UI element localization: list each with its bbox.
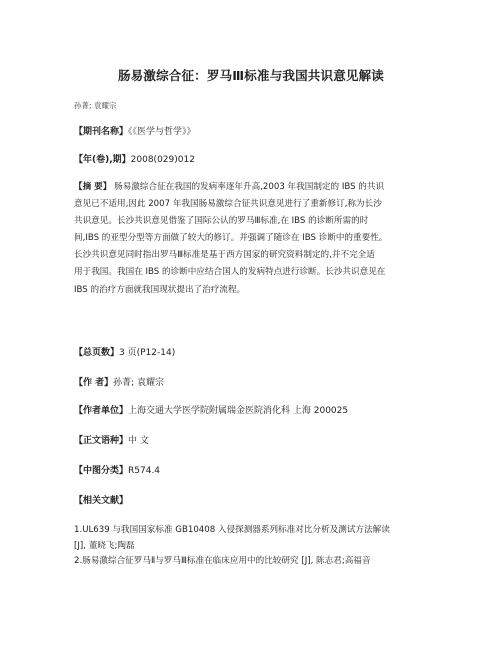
list-item: 2.肠易激综合征罗马Ⅱ与罗马Ⅲ标准在临床应用中的比较研究 [J], 陈志君;高福音 — [74, 556, 371, 567]
list-item: [J], 董晓飞;陶磊 — [74, 540, 135, 551]
author-field — [74, 377, 164, 389]
pages-label: 【总页数】 — [74, 348, 120, 358]
author-line: 孙菁; 袁耀宗 — [74, 101, 117, 110]
classification-field — [74, 465, 160, 477]
affiliation-value: 上海交通大学医学院附属瑞金医院消化科 上海 200025 — [128, 406, 349, 416]
journal-field — [74, 126, 196, 138]
year-issue-field — [74, 154, 195, 166]
abstract-line: IBS 的治疗方面就我国现状提出了治疗流程。 — [74, 284, 246, 295]
abstract-block — [74, 179, 430, 299]
classification-label: 【中图分类】 — [74, 466, 129, 476]
author-field-label: 【作 者】 — [74, 378, 114, 388]
abstract-line: 间,IBS 的亚型分型等方面做了较大的修订。并强调了随诊在 IBS 诊断中的重要性。 — [74, 233, 388, 244]
page-title: 肠易激综合征：罗马Ⅲ标准与我国共识意见解读 — [117, 68, 385, 83]
journal-label: 【期刊名称】 — [74, 127, 129, 137]
related-label: 【相关文献】 — [74, 496, 129, 506]
abstract-line: 【摘 要】 肠易激综合征在我国的发病率逐年升高,2003 年我国制定的 IBS 的共识 — [74, 182, 385, 192]
list-item: 1.UL639 与我国国家标准 GB10408 入侵探测器系列标准对比分析及测试方法解读 — [74, 525, 390, 535]
affiliation-label: 【作者单位】 — [74, 406, 129, 416]
journal-value: 《《医学与哲学》》 — [128, 127, 196, 137]
language-field — [74, 435, 149, 447]
pages-value: 3 页(P12-14) — [119, 348, 176, 358]
language-label: 【正文语种】 — [74, 436, 129, 446]
abstract-line: 长沙共识意见同时指出罗马Ⅲ标准是基于西方国家的研究资料制定的,并不完全适 — [74, 250, 375, 261]
author-field-value: 孙菁; 袁耀宗 — [113, 378, 165, 388]
year-issue-value: 2008(029)012 — [130, 155, 195, 165]
related-list — [74, 523, 434, 570]
related-heading — [74, 495, 128, 507]
affiliation-field — [74, 405, 348, 417]
pages-field — [74, 347, 175, 359]
language-value: 中 文 — [128, 436, 149, 446]
year-issue-label: 【年(卷),期】 — [74, 155, 131, 165]
abstract-line: 意见已不适用,因此 2007 年我国肠易激综合征共识意见进行了重新修订,称为长沙 — [74, 199, 382, 210]
classification-value: R574.4 — [128, 466, 161, 476]
abstract-label: 【摘 要】 — [74, 182, 112, 192]
abstract-line: 用于我国。我国在 IBS 的诊断中应结合国人的发病特点进行诊断。长沙共识意见在 — [74, 267, 386, 278]
abstract-line: 共识意见。长沙共识意见借鉴了国际公认的罗马Ⅲ标准,在 IBS 的诊断所需的时 — [74, 216, 369, 227]
